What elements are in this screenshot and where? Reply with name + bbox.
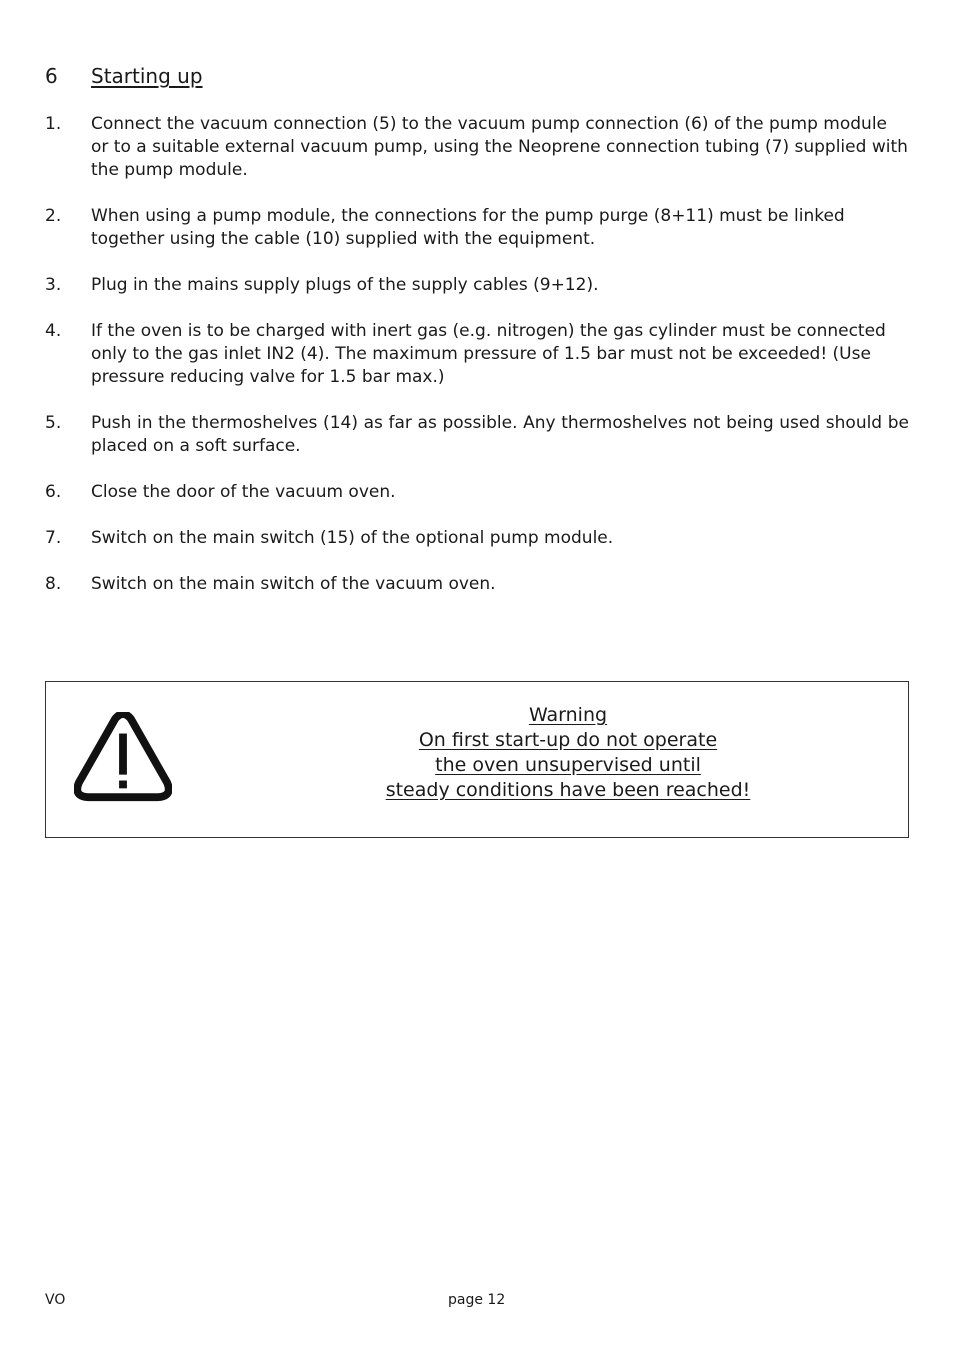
step-number: 6.	[45, 482, 62, 502]
step-text: If the oven is to be charged with inert gas (e.g. nitrogen) the gas cylinder must be connected only to the gas inlet IN2 (4). The maximum pressure of 1.5 bar must not be exceeded! (Use pressure reducing valve for 1.5 bar max.)	[91, 321, 886, 387]
step-text: Push in the thermoshelves (14) as far as possible. Any thermoshelves not being used should be placed on a soft surface.	[91, 413, 909, 456]
instruction-list	[45, 113, 909, 619]
step-number: 7.	[45, 528, 62, 548]
warning-message	[334, 703, 802, 803]
section-title: Starting up	[91, 64, 203, 88]
step-number: 5.	[45, 413, 62, 433]
step-text: When using a pump module, the connections for the pump purge (8+11) must be linked together using the cable (10) supplied with the equipment.	[91, 206, 845, 249]
step-text: Plug in the mains supply plugs of the supply cables (9+12).	[91, 275, 599, 295]
list-item	[45, 320, 909, 389]
step-number: 2.	[45, 206, 62, 226]
section-heading	[45, 64, 203, 88]
step-number: 4.	[45, 321, 62, 341]
list-item	[45, 573, 909, 596]
step-text: Connect the vacuum connection (5) to the vacuum pump connection (6) of the pump module or to a suitable external vacuum pump, using the Neoprene connection tubing (7) supplied with the pump module.	[91, 114, 908, 180]
warning-title: Warning	[528, 704, 608, 726]
step-text: Switch on the main switch of the vacuum oven.	[91, 574, 496, 594]
list-item	[45, 205, 909, 251]
warning-line: steady conditions have been reached!	[385, 779, 751, 801]
list-item	[45, 412, 909, 458]
list-item	[45, 113, 909, 182]
warning-triangle-icon	[74, 712, 172, 804]
warning-line: On first start-up do not operate	[418, 729, 718, 751]
step-number: 1.	[45, 114, 62, 134]
warning-line: the oven unsupervised until	[435, 754, 701, 776]
section-number: 6	[45, 64, 58, 88]
step-text: Switch on the main switch (15) of the optional pump module.	[91, 528, 614, 548]
list-item	[45, 527, 909, 550]
page-number: page 12	[448, 1292, 506, 1308]
list-item	[45, 481, 909, 504]
step-text: Close the door of the vacuum oven.	[91, 482, 396, 502]
warning-box	[45, 681, 909, 838]
step-number: 3.	[45, 275, 62, 295]
list-item	[45, 274, 909, 297]
step-number: 8.	[45, 574, 62, 594]
footer-doc-code: VO	[45, 1292, 66, 1308]
